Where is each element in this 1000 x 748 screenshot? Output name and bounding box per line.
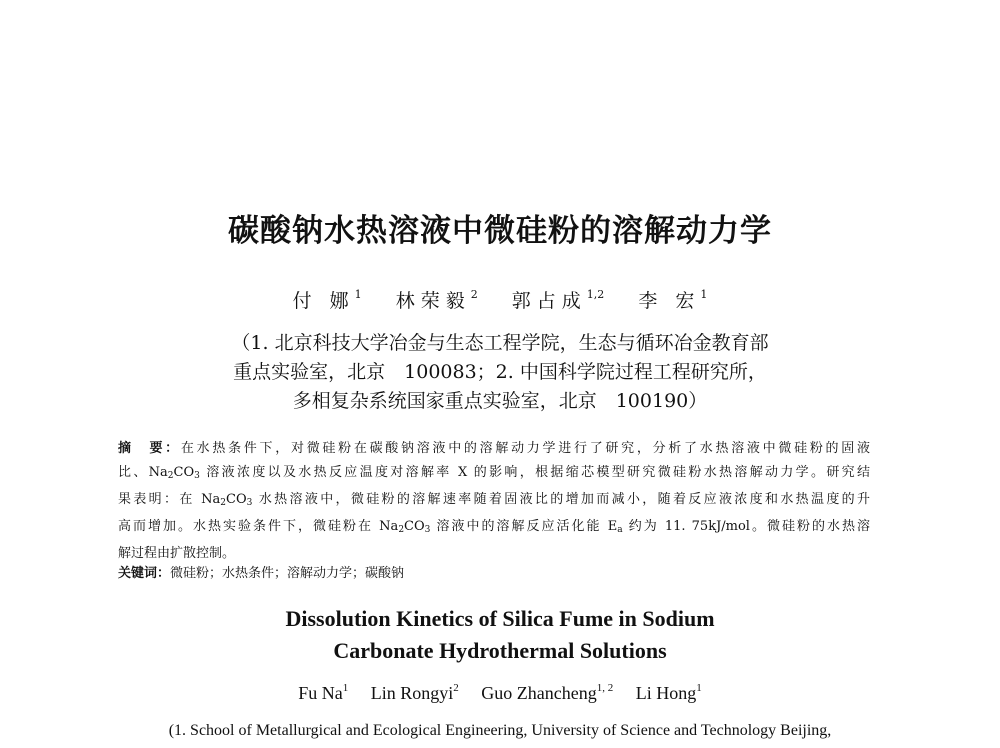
abstract-line-5: 解过程由扩散控制。 — [118, 546, 236, 561]
affiliation-cn-line-3: 多相复杂系统国家重点实验室，北京 100190） — [292, 390, 708, 412]
title-english-line-2: Carbonate Hydrothermal Solutions — [333, 638, 667, 663]
abstract-line-3: 果表明：在 $Na_2CO_3$ 水热溶液中，微硅粉的溶解速率随着固液比的增加而减小，随着反应液浓度和水热温度的升 — [118, 492, 870, 508]
author-cn-1: 付 娜$^1$ — [292, 288, 362, 312]
abstract-line-2: 比、$Na_2CO_3$ 溶液浓度以及水热反应温度对溶解率 X 的影响，根据缩芯模型研究微硅粉水热溶解动力学。研究结 — [118, 465, 870, 481]
author-cn-4: 李 宏$^1$ — [638, 288, 708, 312]
keywords-label: 关键词： — [118, 566, 171, 581]
author-en-3: Guo Zhancheng$^{1, 2}$ — [481, 682, 614, 703]
keywords-chinese — [118, 562, 404, 581]
abstract-line-4: 高而增加。水热实验条件下，微硅粉在 $Na_2CO_3$ 溶液中的溶解反应活化能 $E_a$ 约为 11. 75kJ/mol。微硅粉的水热溶 — [118, 519, 870, 535]
author-en-2: Lin Rongyi$^2$ — [370, 682, 459, 703]
author-cn-3: 郭占成$^{1,2}$ — [511, 288, 605, 312]
affiliation-english: (1. School of Metallurgical and Ecological Engineering, University of Science and Technology Beijing, — [168, 722, 832, 739]
title-chinese: 碳酸钠水热溶液中微硅粉的溶解动力学 — [228, 213, 772, 249]
title-english-line-1: Dissolution Kinetics of Silica Fume in Sodium — [285, 606, 715, 631]
keywords-text: 微硅粉；水热条件；溶解动力学；碳酸钠 — [170, 566, 405, 581]
author-en-1: Fu Na$^1$ — [298, 682, 349, 703]
abstract-label: 摘 要： — [118, 441, 181, 456]
author-cn-2: 林荣毅$^2$ — [395, 288, 478, 312]
abstract-line-1: 摘 要：在水热条件下，对微硅粉在碳酸钠溶液中的溶解动力学进行了研究，分析了水热溶液中微硅粉的固液 — [118, 441, 870, 456]
authors-chinese — [0, 286, 1000, 313]
authors-english — [0, 682, 1000, 704]
author-en-4: Li Hong$^1$ — [635, 682, 702, 703]
affiliation-cn-line-1: （1. 北京科技大学冶金与生态工程学院，生态与循环冶金教育部 — [231, 332, 769, 354]
affiliation-cn-line-2: 重点实验室，北京 100083；2. 中国科学院过程工程研究所， — [233, 361, 767, 383]
abstract-chinese — [118, 437, 870, 566]
